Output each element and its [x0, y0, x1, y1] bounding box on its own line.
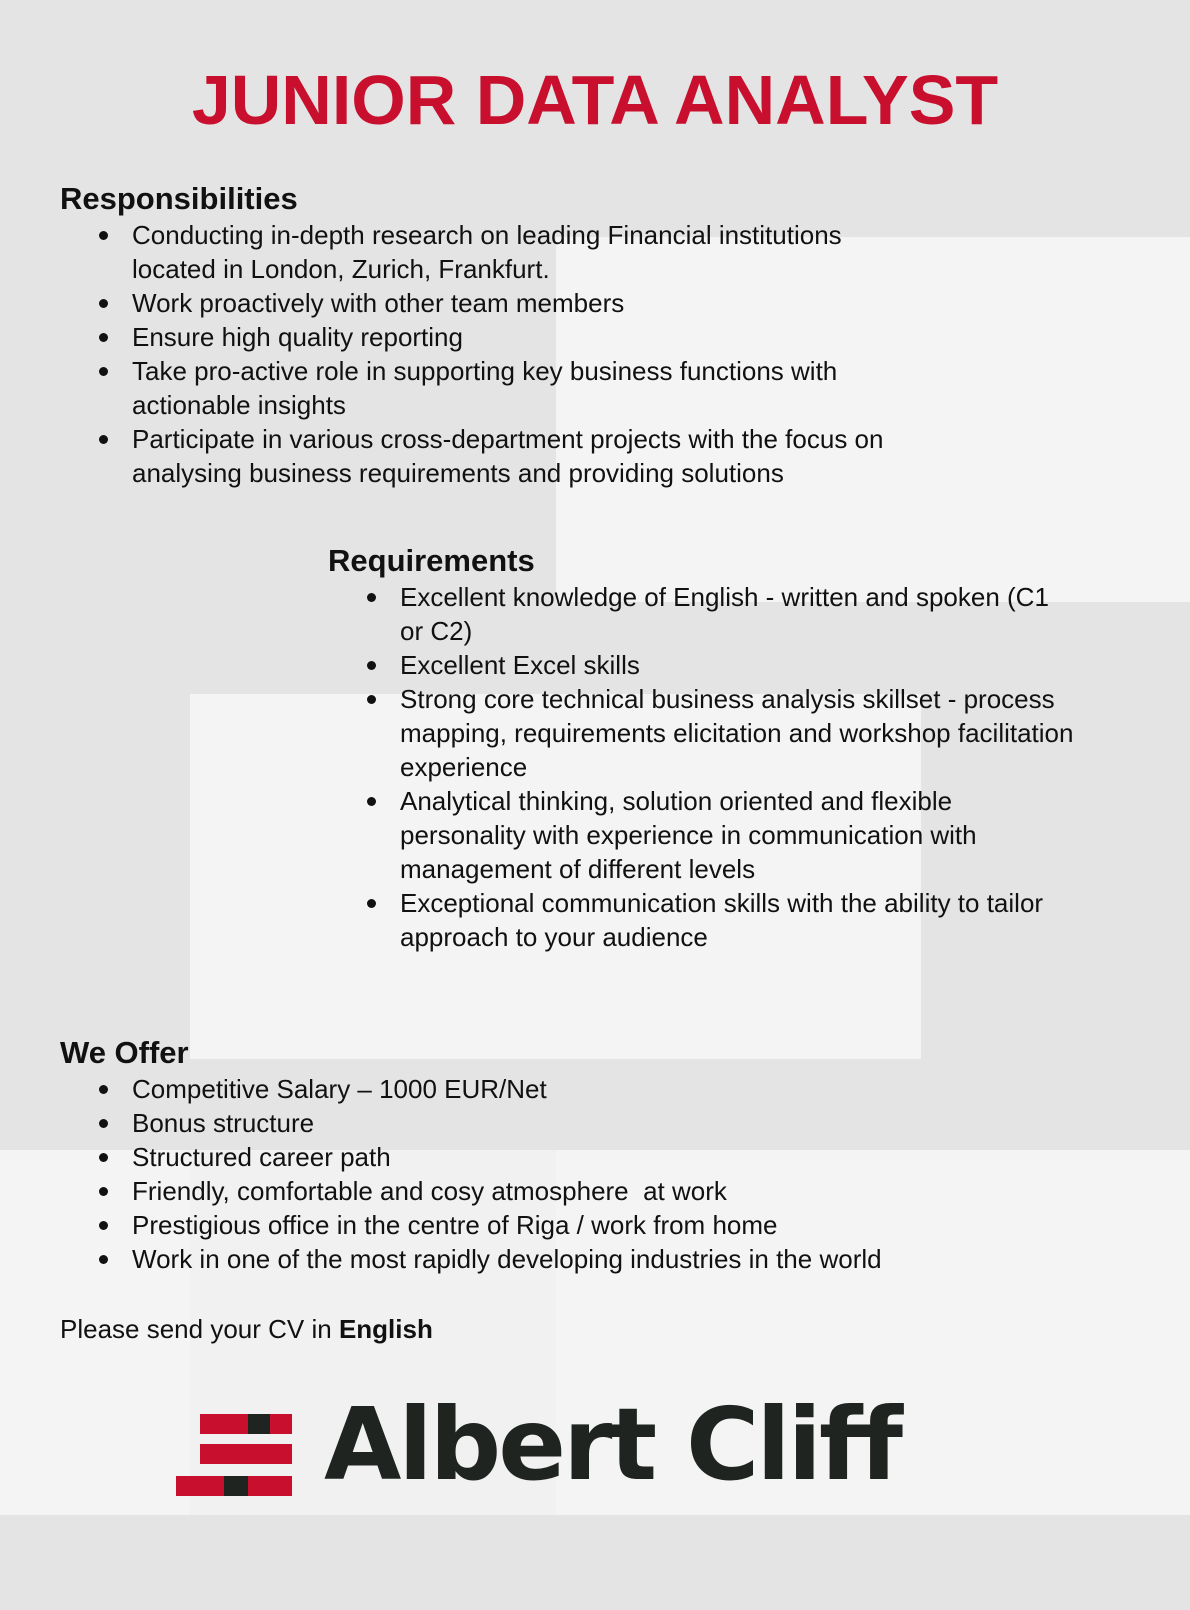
list-item: Friendly, comfortable and cosy atmosphere at work: [60, 1174, 1060, 1208]
list-item: Work proactively with other team members: [60, 286, 960, 320]
offer-list: [60, 1072, 1060, 1276]
list-item: Structured career path: [60, 1140, 1060, 1174]
logo-mark-block: [200, 1444, 292, 1464]
logo-mark-block: [176, 1476, 198, 1496]
cv-note-language: English: [338, 1314, 433, 1344]
cv-note-prefix: Please send your CV in: [60, 1314, 339, 1344]
logo-wordmark: Albert Cliff: [324, 1386, 900, 1503]
logo-mark-block: [248, 1414, 270, 1434]
list-item: Take pro-active role in supporting key business functions with actionable insights: [60, 354, 960, 422]
responsibilities-heading: Responsibilities: [60, 181, 298, 216]
list-item: Ensure high quality reporting: [60, 320, 960, 354]
requirements-section: [328, 542, 1128, 954]
list-item: Competitive Salary – 1000 EUR/Net: [60, 1072, 1060, 1106]
requirements-heading: Requirements: [328, 543, 535, 578]
logo-mark-icon: [176, 1404, 296, 1514]
list-item: Conducting in-depth research on leading Financial institutions located in London, Zurich, Frankfurt.: [60, 218, 960, 286]
offer-section: [60, 1034, 1060, 1276]
requirements-list: [328, 580, 1128, 954]
page-title: JUNIOR DATA ANALYST: [191, 61, 999, 139]
list-item: Excellent knowledge of English - written and spoken (C1 or C2): [328, 580, 1128, 648]
list-item: Participate in various cross-department projects with the focus on analysing business requirements and providing solutions: [60, 422, 960, 490]
company-logo: [176, 1386, 1026, 1514]
logo-mark-block: [248, 1476, 292, 1496]
list-item: Analytical thinking, solution oriented and flexible personality with experience in communication with management of different levels: [328, 784, 1128, 886]
list-item: Work in one of the most rapidly developing industries in the world: [60, 1242, 1060, 1276]
responsibilities-list: [60, 218, 960, 490]
logo-mark-block: [270, 1414, 292, 1434]
logo-mark-block: [224, 1476, 248, 1496]
offer-heading: We Offer: [60, 1035, 189, 1070]
cv-note: [60, 1312, 433, 1346]
list-item: Strong core technical business analysis skillset - process mapping, requirements elicitation and workshop facilitation experience: [328, 682, 1148, 784]
list-item: Bonus structure: [60, 1106, 1060, 1140]
list-item: Prestigious office in the centre of Riga / work from home: [60, 1208, 1060, 1242]
logo-mark-block: [198, 1476, 224, 1496]
responsibilities-section: [60, 180, 960, 490]
logo-mark-block: [200, 1414, 248, 1434]
list-item: Excellent Excel skills: [328, 648, 1128, 682]
list-item: Exceptional communication skills with the ability to tailor approach to your audience: [328, 886, 1128, 954]
